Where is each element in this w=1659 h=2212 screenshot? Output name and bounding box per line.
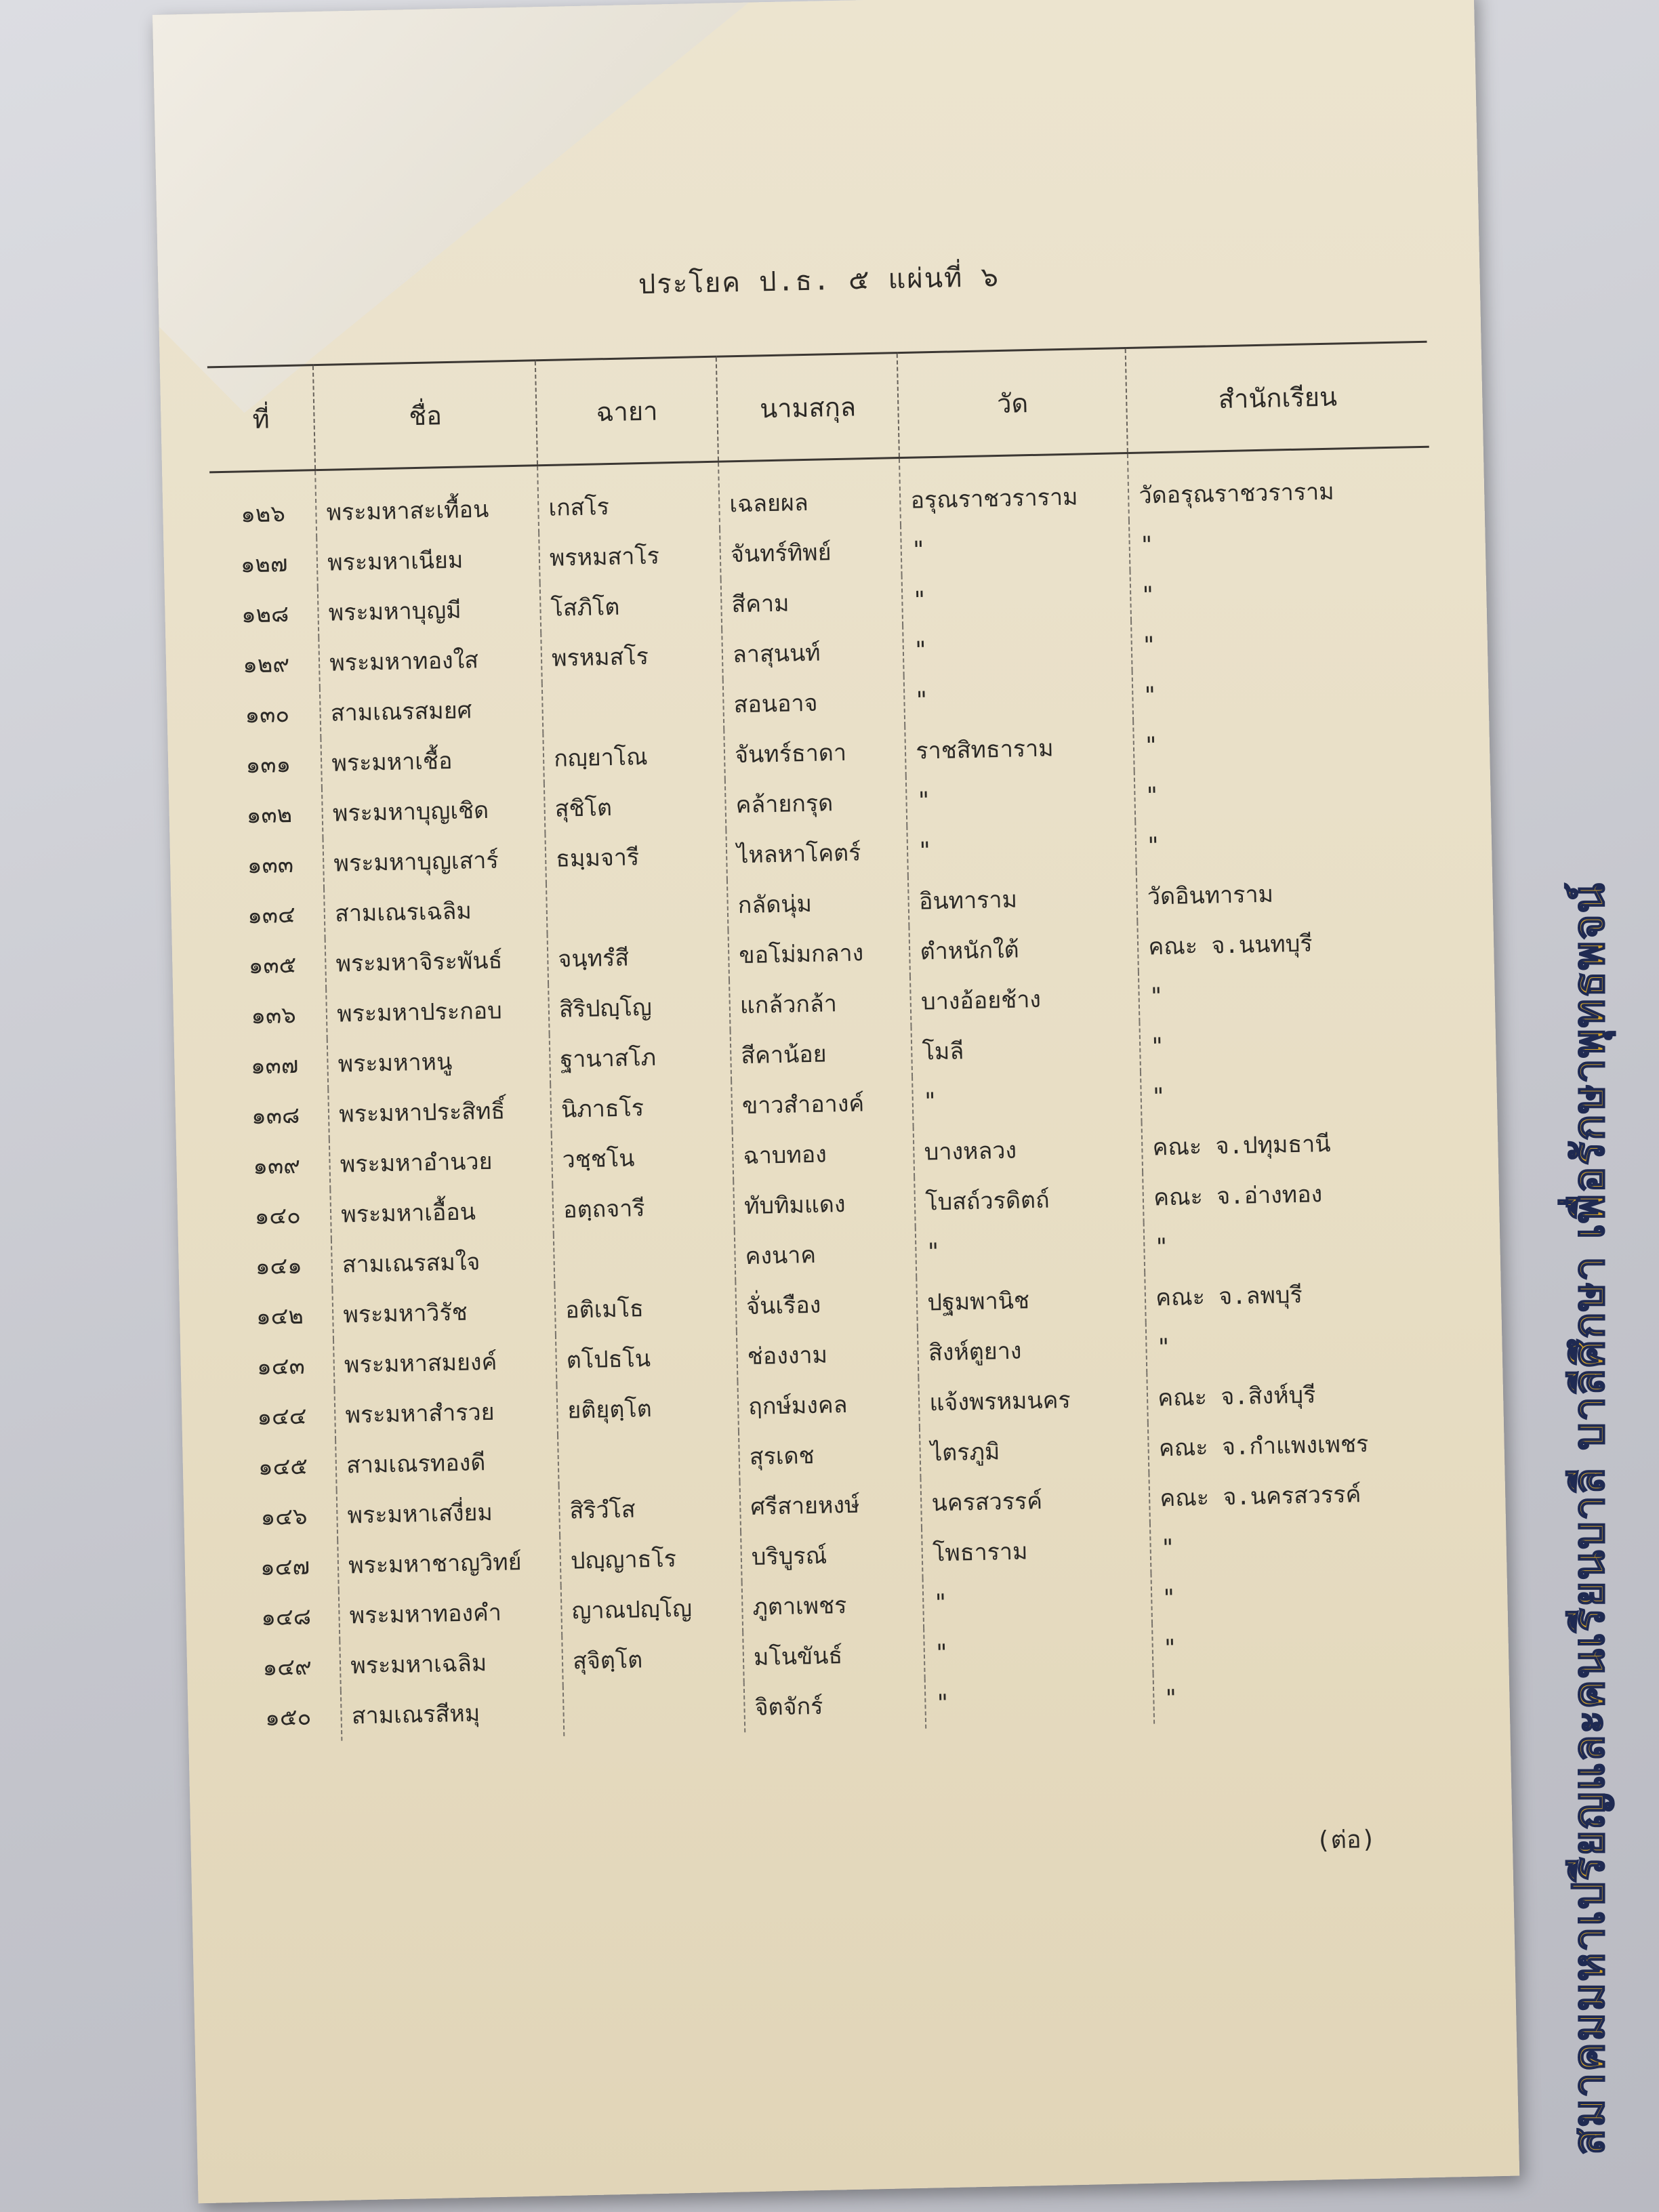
cell-surname: ศรีสายหงษ์ [740, 1478, 922, 1532]
cell-name: พระมหาบุญเชิด [322, 783, 545, 838]
cell-number: ๑๔๓ [256, 1352, 306, 1381]
cell-school: คณะ จ.สิงห์บุรี [1147, 1366, 1450, 1422]
cell-number: ๑๓๖ [250, 1001, 297, 1030]
cell-temple: ราชสิทธาราม [905, 721, 1134, 776]
cell-monastic-name: อตฺถจารี [552, 1181, 734, 1235]
cell-temple: อินทาราม [908, 872, 1137, 926]
cell-surname: จันทร์ทิพย์ [720, 525, 902, 579]
cell-temple: โมลี [912, 1022, 1141, 1077]
cell-number: ๑๔๘ [261, 1603, 312, 1632]
cell-temple: บางอ้อยช้าง [910, 972, 1139, 1027]
cell-number: ๑๒๗ [240, 550, 288, 579]
header-temple: วัด [897, 348, 1128, 458]
cell-name: พระมหาบุญมี [318, 583, 541, 638]
cell-temple: บางหลวง [914, 1122, 1143, 1177]
cell-school: " [1146, 1316, 1448, 1372]
cell-school: คณะ จ.อ่างทอง [1143, 1166, 1445, 1222]
cell-name: พระมหาประสิทธิ์ [329, 1084, 552, 1139]
cell-surname: ขาวสำอางค์ [731, 1077, 914, 1131]
cell-number: ๑๒๖ [240, 500, 286, 529]
cell-name: พระมหาอำนวย [329, 1134, 552, 1189]
cell-surname: จันทร์ธาดา [724, 726, 906, 780]
header-surname: นามสกุล [716, 353, 899, 462]
cell-name: พระมหาสมยงค์ [333, 1335, 556, 1390]
cell-number: ๑๓๘ [251, 1101, 300, 1130]
cell-temple: อรุณราชวราราม [899, 453, 1129, 526]
cell-name: สามเณรเฉลิม [324, 884, 547, 939]
cell-school: คณะ จ.กำแพงเพชร [1148, 1416, 1450, 1473]
exam-results-table [207, 341, 1456, 1743]
cell-name: พระมหาเอื้อน [331, 1185, 554, 1240]
cell-surname: มโนขันธ์ [743, 1629, 925, 1683]
continued-note: (ต่อ) [1315, 1825, 1376, 1855]
cell-school: " [1139, 966, 1441, 1022]
cell-temple: " [902, 571, 1131, 626]
cell-school: " [1144, 1216, 1446, 1272]
cell-school: " [1130, 565, 1433, 621]
cell-school: วัดอรุณราชวราราม [1128, 447, 1431, 520]
cell-temple: " [901, 520, 1130, 575]
cell-school: " [1140, 1016, 1442, 1072]
cell-monastic-name: โสภิโต [540, 579, 722, 634]
cell-name: พระมหาเฉลิม [340, 1636, 563, 1691]
cell-monastic-name: อติเมโธ [554, 1281, 736, 1335]
cell-surname: แกล้วกล้า [729, 977, 912, 1031]
cell-number: ๑๓๒ [246, 800, 293, 830]
cell-temple: แจ้งพรหมนคร [919, 1373, 1148, 1428]
cell-school: คณะ จ.ปทุมธานี [1142, 1115, 1444, 1172]
cell-surname: ฤกษ์มงคล [738, 1378, 920, 1432]
cell-temple: " [907, 821, 1136, 876]
cell-surname: จั่นเรือง [735, 1277, 918, 1332]
cell-number: ๑๔๖ [260, 1502, 308, 1532]
cell-school: " [1133, 715, 1435, 771]
cell-monastic-name: สิริปญฺโญ [548, 980, 730, 1034]
cell-number: ๑๓๔ [247, 901, 296, 930]
cell-monastic-name: สิริวํโส [559, 1481, 741, 1536]
cell-number: ๑๔๐ [254, 1202, 302, 1231]
cell-surname: กลัดนุ่ม [727, 876, 909, 930]
cell-temple: ไตรภูมิ [920, 1423, 1149, 1478]
cell-monastic-name [554, 1231, 735, 1285]
cell-monastic-name: ธมฺมจารี [546, 830, 727, 884]
cell-school: คณะ จ.นนทบุรี [1138, 916, 1440, 972]
folded-page-corner [152, 3, 757, 415]
cell-school: คณะ จ.ลพบุรี [1145, 1266, 1448, 1322]
cell-name: พระมหาเชื้อ [321, 733, 544, 788]
cell-temple: " [924, 1624, 1153, 1679]
cell-monastic-name: ปญฺญาธโร [560, 1532, 741, 1586]
cell-surname: สุรเดช [739, 1428, 921, 1482]
cell-monastic-name: ญาณปญฺโญ [561, 1582, 743, 1636]
cell-school: วัดอินทาราม [1136, 865, 1439, 922]
header-number: ที่ [207, 365, 315, 472]
watermark-text: สมาคมมหาเปรียญและคนเรียนบาลี บาลีศึกษา เพื่อรักษาพุทธพจน์ [1564, 882, 1614, 2155]
cell-school: " [1150, 1517, 1452, 1573]
cell-school: " [1141, 1065, 1443, 1122]
cell-surname: ภูตาเพชร [742, 1578, 924, 1633]
cell-monastic-name: สุชิโต [544, 780, 726, 834]
cell-school: " [1136, 815, 1438, 872]
cell-temple: สิงห์ตูยาง [918, 1323, 1147, 1378]
cell-number: ๑๓๓ [247, 851, 294, 880]
cell-name: สามเณรทองดี [335, 1435, 558, 1490]
cell-monastic-name: ฐานาสโภ [550, 1030, 731, 1084]
cell-surname: เฉลยผล [718, 458, 901, 529]
cell-school: " [1152, 1617, 1454, 1673]
cell-number: ๑๒๙ [242, 650, 290, 679]
cell-temple: " [916, 1223, 1145, 1277]
cell-monastic-name: กญฺยาโณ [543, 730, 724, 784]
cell-surname: ไหลหาโคตร์ [726, 826, 908, 880]
cell-monastic-name: วชฺชโน [552, 1130, 733, 1185]
cell-number: ๑๔๙ [262, 1653, 312, 1682]
cell-temple: นครสวรรค์ [921, 1473, 1150, 1528]
cell-name: สามเณรสมใจ [331, 1235, 554, 1290]
cell-number: ๑๕๐ [264, 1703, 312, 1732]
cell-surname: สีคาน้อย [731, 1027, 913, 1081]
cell-name: พระมหาเนียม [316, 533, 539, 588]
cell-monastic-name [542, 680, 724, 734]
cell-number: ๑๓๐ [245, 700, 290, 729]
cell-number: ๑๓๗ [250, 1051, 299, 1080]
cell-name: พระมหาบุญเสาร์ [323, 834, 546, 888]
header-school: สำนักเรียน [1126, 342, 1429, 453]
cell-school: " [1134, 765, 1437, 821]
cell-school: คณะ จ.นครสวรรค์ [1149, 1467, 1452, 1523]
cell-name: พระมหาเสงี่ยม [337, 1486, 560, 1540]
cell-monastic-name: เกสโร [537, 462, 720, 533]
cell-monastic-name: จนฺทรํสี [548, 930, 729, 985]
cell-temple: " [903, 621, 1132, 676]
document-page [152, 0, 1519, 2203]
cell-surname: บริบูรณ์ [741, 1528, 923, 1582]
cell-name: สามเณรสีหมุ [341, 1686, 564, 1741]
cell-school: " [1132, 665, 1435, 721]
cell-number: ๑๔๕ [258, 1452, 308, 1481]
cell-name: พระมหาทองคำ [339, 1586, 562, 1641]
cell-monastic-name: พรหมสโร [541, 630, 722, 684]
header-monastic-name: ฉายา [535, 356, 718, 466]
cell-temple: " [904, 671, 1133, 726]
cell-number: ๑๔๔ [257, 1402, 307, 1431]
cell-temple: " [906, 771, 1135, 826]
cell-temple: โบสถ์วรดิตถ์ [915, 1172, 1144, 1227]
cell-monastic-name: ตโปธโน [556, 1331, 737, 1385]
cell-number: ๑๔๗ [260, 1553, 310, 1582]
page-title: ประโยค ป.ธ. ๕ แผ่นที่ ๖ [638, 261, 1000, 301]
cell-name: พระมหาสะเทื้อน [315, 466, 539, 537]
cell-name: พระมหาวิรัช [333, 1285, 556, 1340]
cell-temple: " [925, 1674, 1154, 1729]
cell-surname: คงนาค [735, 1227, 917, 1282]
cell-school: " [1153, 1667, 1456, 1723]
cell-name: พระมหาชาญวิทย์ [337, 1536, 560, 1591]
cell-temple: " [912, 1072, 1141, 1127]
cell-surname: ฉาบทอง [733, 1127, 915, 1181]
cell-surname: ขอโม่มกลาง [729, 926, 911, 981]
cell-surname: จิตจักร์ [744, 1679, 926, 1733]
cell-school: " [1131, 615, 1433, 671]
cell-monastic-name: สุจิตฺโต [562, 1632, 743, 1686]
cell-number: ๑๒๘ [241, 600, 289, 629]
cell-surname: สอนอาจ [723, 676, 905, 730]
cell-name: สามเณรสมยศ [320, 683, 543, 738]
cell-number: ๑๓๑ [245, 750, 291, 779]
cell-monastic-name: ยติยุตฺโต [557, 1381, 739, 1435]
table-body [209, 447, 1456, 1743]
cell-temple: ตำหนักใต้ [909, 922, 1139, 977]
cell-name: พระมหาหนู [327, 1034, 550, 1089]
cell-number: ๑๓๙ [252, 1151, 301, 1181]
cell-temple: ปฐมพานิช [917, 1273, 1146, 1328]
cell-monastic-name: นิภาธโร [550, 1080, 732, 1134]
cell-number: ๑๔๑ [255, 1252, 303, 1281]
cell-temple: " [923, 1574, 1152, 1629]
cell-monastic-name: พรหมสาโร [539, 529, 720, 583]
cell-name: พระมหาจิระพันธ์ [325, 934, 548, 989]
cell-surname: คล้ายกรุด [725, 776, 907, 830]
cell-surname: ทับทิมแดง [733, 1177, 916, 1231]
cell-number: ๑๓๕ [248, 951, 297, 980]
cell-surname: สีคาม [721, 575, 903, 630]
cell-school: " [1151, 1567, 1454, 1623]
cell-monastic-name [546, 880, 728, 935]
cell-monastic-name [563, 1682, 745, 1736]
cell-surname: ช่องงาม [737, 1328, 919, 1382]
cell-name: พระมหาสำรวย [335, 1385, 558, 1440]
cell-school: " [1129, 514, 1431, 571]
header-name: ชื่อ [313, 361, 537, 470]
cell-monastic-name [558, 1431, 739, 1486]
cell-temple: โพธาราม [922, 1523, 1151, 1578]
cell-name: พระมหาทองใส [319, 633, 542, 688]
cell-number: ๑๔๒ [255, 1302, 304, 1331]
cell-name: พระมหาประกอบ [326, 984, 549, 1039]
cell-surname: ลาสุนนท์ [722, 626, 904, 680]
